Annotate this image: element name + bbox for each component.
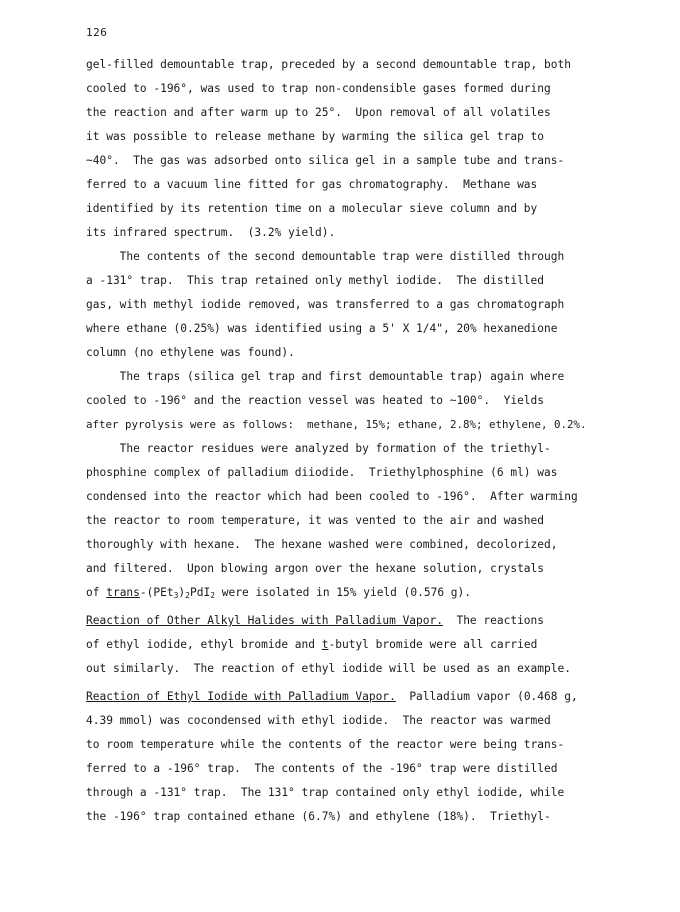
section-heading-line [86, 690, 578, 704]
text-line: The reactor residues were analyzed by formation of the triethyl- [86, 442, 551, 455]
text-line: cooled to -196°, was used to trap non-condensible gases formed during [86, 82, 551, 95]
section-heading: Reaction of Ethyl Iodide with Palladium Vapor. [86, 690, 396, 703]
text-line: a -131° trap. This trap retained only methyl iodide. The distilled [86, 274, 545, 287]
page-number: 126 [86, 26, 108, 39]
text-fragment: were isolated in 15% yield (0.576 g). [215, 586, 471, 599]
text-line: through a -131° trap. The 131° trap contained only ethyl iodide, while [86, 786, 565, 799]
section-heading-line [86, 614, 544, 628]
text-line: ferred to a -196° trap. The contents of the -196° trap were distilled [86, 762, 558, 775]
text-line: identified by its retention time on a molecular sieve column and by [86, 202, 538, 215]
text-line: gel-filled demountable trap, preceded by a second demountable trap, both [86, 58, 571, 71]
text-line: gas, with methyl iodide removed, was transferred to a gas chromatograph [86, 298, 565, 311]
text-fragment: of ethyl iodide, ethyl bromide and [86, 638, 322, 651]
text-line: The contents of the second demountable trap were distilled through [86, 250, 565, 263]
tert-prefix: t [321, 638, 329, 651]
text-fragment: -butyl bromide were all carried [328, 638, 538, 651]
text-line: thoroughly with hexane. The hexane washed were combined, decolorized, [86, 538, 558, 551]
text-line: and filtered. Upon blowing argon over the hexane solution, crystals [86, 562, 545, 575]
text-line: out similarly. The reaction of ethyl iodide will be used as an example. [86, 662, 571, 675]
subscript: 2 [185, 591, 190, 600]
text-line: after pyrolysis were as follows: methane, 15%; ethane, 2.8%; ethylene, 0.2%. [86, 418, 587, 431]
text-line [86, 638, 537, 652]
subscript: 2 [210, 591, 216, 600]
formula-part: ) [178, 586, 186, 599]
text-line: the -196° trap contained ethane (6.7%) and ethylene (18%). Triethyl- [86, 810, 551, 823]
subscript: 3 [173, 591, 179, 600]
text-line: column (no ethylene was found). [86, 346, 295, 359]
section-heading: Reaction of Other Alkyl Halides with Palladium Vapor. [86, 614, 443, 627]
text-fragment: Palladium vapor (0.468 g, [395, 690, 578, 703]
formula-line [86, 586, 471, 600]
text-line: it was possible to release methane by warming the silica gel trap to [86, 130, 545, 143]
text-fragment: The reactions [442, 614, 545, 627]
text-line: the reactor to room temperature, it was vented to the air and washed [86, 514, 545, 527]
text-line: The traps (silica gel trap and first demountable trap) again where [86, 370, 565, 383]
text-line: 4.39 mmol) was cocondensed with ethyl iodide. The reactor was warmed [86, 714, 551, 727]
formula-part: -(PEt [139, 586, 174, 599]
trans-prefix: trans [106, 586, 140, 599]
text-line: condensed into the reactor which had been cooled to -196°. After warming [86, 490, 578, 503]
text-line: the reaction and after warm up to 25°. Upon removal of all volatiles [86, 106, 551, 119]
text-line: ferred to a vacuum line fitted for gas chromatography. Methane was [86, 178, 538, 191]
text-line: cooled to -196° and the reaction vessel was heated to ~100°. Yields [86, 394, 545, 407]
text-line: ~40°. The gas was adsorbed onto silica gel in a sample tube and trans- [86, 154, 565, 167]
text-line: where ethane (0.25%) was identified using a 5' X 1/4", 20% hexanedione [86, 322, 558, 335]
formula-part: PdI [190, 586, 211, 599]
text-line: phosphine complex of palladium diiodide. Triethylphosphine (6 ml) was [86, 466, 558, 479]
text-fragment: of [86, 586, 107, 599]
text-line: to room temperature while the contents of the reactor were being trans- [86, 738, 565, 751]
text-line: its infrared spectrum. (3.2% yield). [86, 226, 336, 239]
